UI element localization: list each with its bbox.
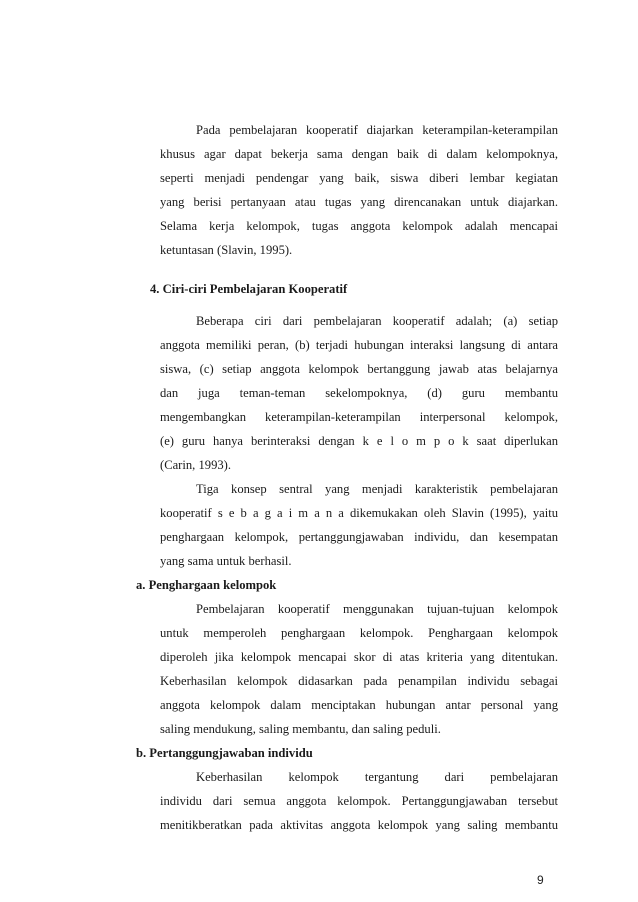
paragraph-a-line-2: untuk memperoleh penghargaan kelompok. Penghargaan kelompok xyxy=(160,626,558,640)
paragraph-1-line-3: seperti menjadi pendengar yang baik, siswa diberi lembar kegiatan xyxy=(160,171,558,185)
paragraph-2-line-3: siswa, (c) setiap anggota kelompok bertanggung jawab atas belajarnya xyxy=(160,362,558,376)
paragraph-2-line-6: (e) guru hanya berinteraksi dengan k e l o m p o k saat diperlukan xyxy=(160,434,558,448)
paragraph-1-line-4: yang berisi pertanyaan atau tugas yang direncanakan untuk diajarkan. xyxy=(160,195,558,209)
paragraph-a-line-3: diperoleh jika kelompok mencapai skor di atas kriteria yang ditentukan. xyxy=(160,650,558,664)
paragraph-b-line-2: individu dari semua anggota kelompok. Pertanggungjawaban tersebut xyxy=(160,794,558,808)
paragraph-a-line-5: anggota kelompok dalam menciptakan hubungan antar personal yang xyxy=(160,698,558,712)
paragraph-1-line-5: Selama kerja kelompok, tugas anggota kelompok adalah mencapai xyxy=(160,219,558,233)
paragraph-b-line-3: menitikberatkan pada aktivitas anggota kelompok yang saling membantu xyxy=(160,818,558,832)
subsection-heading-b: b. Pertanggungjawaban individu xyxy=(136,746,313,760)
page-number: 9 xyxy=(537,873,544,887)
paragraph-1-line-1: Pada pembelajaran kooperatif diajarkan keterampilan-keterampilan xyxy=(196,123,558,137)
section-heading-4: 4. Ciri-ciri Pembelajaran Kooperatif xyxy=(150,282,348,296)
paragraph-3-line-1: Tiga konsep sentral yang menjadi karakteristik pembelajaran xyxy=(196,482,558,496)
paragraph-a-line-1: Pembelajaran kooperatif menggunakan tujuan-tujuan kelompok xyxy=(196,602,558,616)
paragraph-2-line-5: mengembangkan keterampilan-keterampilan interpersonal kelompok, xyxy=(160,410,558,424)
paragraph-1-line-2: khusus agar dapat bekerja sama dengan baik di dalam kelompoknya, xyxy=(160,147,558,161)
paragraph-2-line-4: dan juga teman-teman sekelompoknya, (d) guru membantu xyxy=(160,386,558,400)
paragraph-b-line-1: Keberhasilan kelompok tergantung dari pembelajaran xyxy=(196,770,558,784)
paragraph-3-line-2: kooperatif s e b a g a i m a n a dikemukakan oleh Slavin (1995), yaitu xyxy=(160,506,558,520)
paragraph-3-line-4: yang sama untuk berhasil. xyxy=(160,554,292,568)
paragraph-2-line-7: (Carin, 1993). xyxy=(160,458,231,472)
paragraph-a-line-6: saling mendukung, saling membantu, dan saling peduli. xyxy=(160,722,441,736)
paragraph-1-line-6: ketuntasan (Slavin, 1995). xyxy=(160,243,293,257)
paragraph-2-line-2: anggota memiliki peran, (b) terjadi hubungan interaksi langsung di antara xyxy=(160,338,558,352)
paragraph-2-line-1: Beberapa ciri dari pembelajaran kooperatif adalah; (a) setiap xyxy=(196,314,558,328)
paragraph-a-line-4: Keberhasilan kelompok didasarkan pada penampilan individu sebagai xyxy=(160,674,558,688)
paragraph-3-line-3: penghargaan kelompok, pertanggungjawaban individu, dan kesempatan xyxy=(160,530,558,544)
subsection-heading-a: a. Penghargaan kelompok xyxy=(136,578,277,592)
